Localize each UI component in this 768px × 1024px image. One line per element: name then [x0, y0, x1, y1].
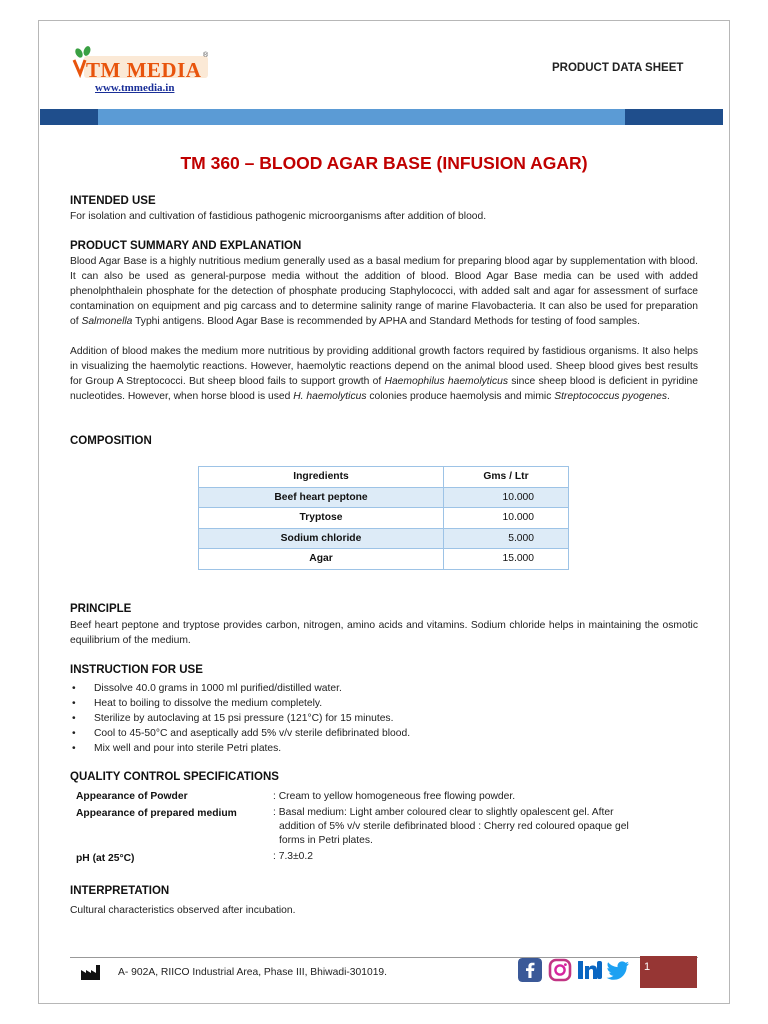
- footer-divider: [70, 957, 698, 958]
- list-item: • Heat to boiling to dissolve the medium completely.: [72, 698, 323, 709]
- twitter-icon[interactable]: [606, 958, 630, 982]
- col-gms-per-ltr: Gms / Ltr: [444, 467, 569, 488]
- table-header-row: [199, 467, 569, 488]
- value-cell: 5.000: [444, 528, 569, 549]
- value-cell: 15.000: [444, 549, 569, 570]
- intended-use-heading: INTENDED USE: [70, 195, 156, 207]
- ingredient-cell: Agar: [199, 549, 444, 570]
- list-item: • Cool to 45-50°C and aseptically add 5% v/v sterile defibrinated blood.: [72, 728, 411, 739]
- bar-segment-middle: [98, 109, 625, 125]
- linkedin-icon[interactable]: [578, 958, 602, 982]
- qc-powder-value: : Cream to yellow homogeneous free flowing powder.: [273, 791, 516, 802]
- interpretation-heading: INTERPRETATION: [70, 885, 170, 897]
- facebook-icon[interactable]: [518, 958, 542, 982]
- instructions-heading: INSTRUCTION FOR USE: [70, 664, 203, 676]
- bullet-icon: •: [72, 713, 76, 724]
- qc-heading: QUALITY CONTROL SPECIFICATIONS: [70, 771, 279, 783]
- value-cell: 10.000: [444, 508, 569, 529]
- bullet-icon: •: [72, 683, 76, 694]
- logo-wordmark: TM MEDIA: [86, 58, 202, 82]
- table-row: [199, 528, 569, 549]
- interpretation-text: Cultural characteristics observed after incubation.: [70, 905, 296, 916]
- principle-text: Beef heart peptone and tryptose provides carbon, nitrogen, amino acids and vitamins. Sodium chloride helps in maintaining the osmotic equilibrium of the medium.: [70, 620, 698, 646]
- doc-type-label: PRODUCT DATA SHEET: [552, 62, 684, 74]
- factory-icon: [80, 964, 102, 980]
- col-ingredients: Ingredients: [199, 467, 444, 488]
- qc-powder-label: Appearance of Powder: [76, 791, 188, 802]
- bullet-icon: •: [72, 728, 76, 739]
- table-row: [199, 508, 569, 529]
- page-title: TM 360 – BLOOD AGAR BASE (INFUSION AGAR): [180, 153, 588, 173]
- qc-prepared-label: Appearance of prepared medium: [76, 808, 237, 819]
- website-link[interactable]: www.tmmedia.in: [95, 82, 175, 94]
- registered-mark: ®: [203, 52, 209, 59]
- qc-prepared-line-2: addition of 5% v/v sterile defibrinated blood : Cherry red coloured opaque gel: [279, 821, 629, 832]
- intended-use-text: For isolation and cultivation of fastidious pathogenic microorganisms after addition of blood.: [70, 211, 487, 222]
- footer-address: A- 902A, RIICO Industrial Area, Phase III, Bhiwadi-301019.: [118, 967, 388, 978]
- bullet-icon: •: [72, 743, 76, 754]
- principle-heading: PRINCIPLE: [70, 603, 132, 615]
- qc-prepared-line-3: forms in Petri plates.: [279, 835, 373, 846]
- composition-table: [198, 466, 569, 570]
- bullet-icon: •: [72, 698, 76, 709]
- summary-paragraph-2: Addition of blood makes the medium more nutritious by providing additional growth factors required by fastidious organisms. It also helps in visualizing the haemolytic reactions. However, haemolytic reactions depend on the animal blood used. Sheep blood gives best results for Group A Streptococci. But sheep blood fails to support growth of Haemophilus haemolyticus since sheep blood is deficient in pyridine nucleotides. However, when horse blood is used H. haemolyticus colonies produce haemolysis and mimic Streptococcus pyogenes.: [70, 346, 698, 402]
- instagram-icon[interactable]: [548, 958, 572, 982]
- qc-prepared-line-1: : Basal medium: Light amber coloured clear to slightly opalescent gel. After: [273, 807, 614, 818]
- ingredient-cell: Tryptose: [199, 508, 444, 529]
- header-color-bar: [40, 109, 723, 125]
- table-row: [199, 487, 569, 508]
- page-number: 1: [644, 961, 651, 973]
- qc-ph-value: : 7.3±0.2: [273, 851, 314, 862]
- ingredient-cell: Beef heart peptone: [199, 487, 444, 508]
- ingredient-cell: Sodium chloride: [199, 528, 444, 549]
- qc-ph-label: pH (at 25°C): [76, 853, 135, 864]
- bar-segment-right: [625, 109, 723, 125]
- table-row: [199, 549, 569, 570]
- composition-heading: COMPOSITION: [70, 435, 152, 447]
- list-item: • Sterilize by autoclaving at 15 psi pressure (121°C) for 15 minutes.: [72, 713, 394, 724]
- instructions-list: [70, 681, 410, 756]
- list-item: • Dissolve 40.0 grams in 1000 ml purified/distilled water.: [72, 683, 342, 694]
- page-number-tab: [640, 956, 697, 988]
- summary-paragraph-1: Blood Agar Base is a highly nutritious medium generally used as a basal medium for preparing blood agar by supplementation with blood. It can also be used as general-purpose media without the addition of blood. Blood Agar Base media can be used with added phenolphthalein phosphate for the detection of phosphate producing Staphylococci, with added salt and agar for assessment of surface contamination on equipment and pig carcass and to determine salinity range of marine Flavobacteria. It can also be used for preparation of Salmonella Typhi antigens. Blood Agar Base is recommended by APHA and Standard Methods for testing of food samples.: [70, 256, 698, 327]
- list-item: • Mix well and pour into sterile Petri plates.: [72, 743, 282, 754]
- bar-segment-left: [40, 109, 98, 125]
- value-cell: 10.000: [444, 487, 569, 508]
- summary-heading: PRODUCT SUMMARY AND EXPLANATION: [70, 240, 302, 252]
